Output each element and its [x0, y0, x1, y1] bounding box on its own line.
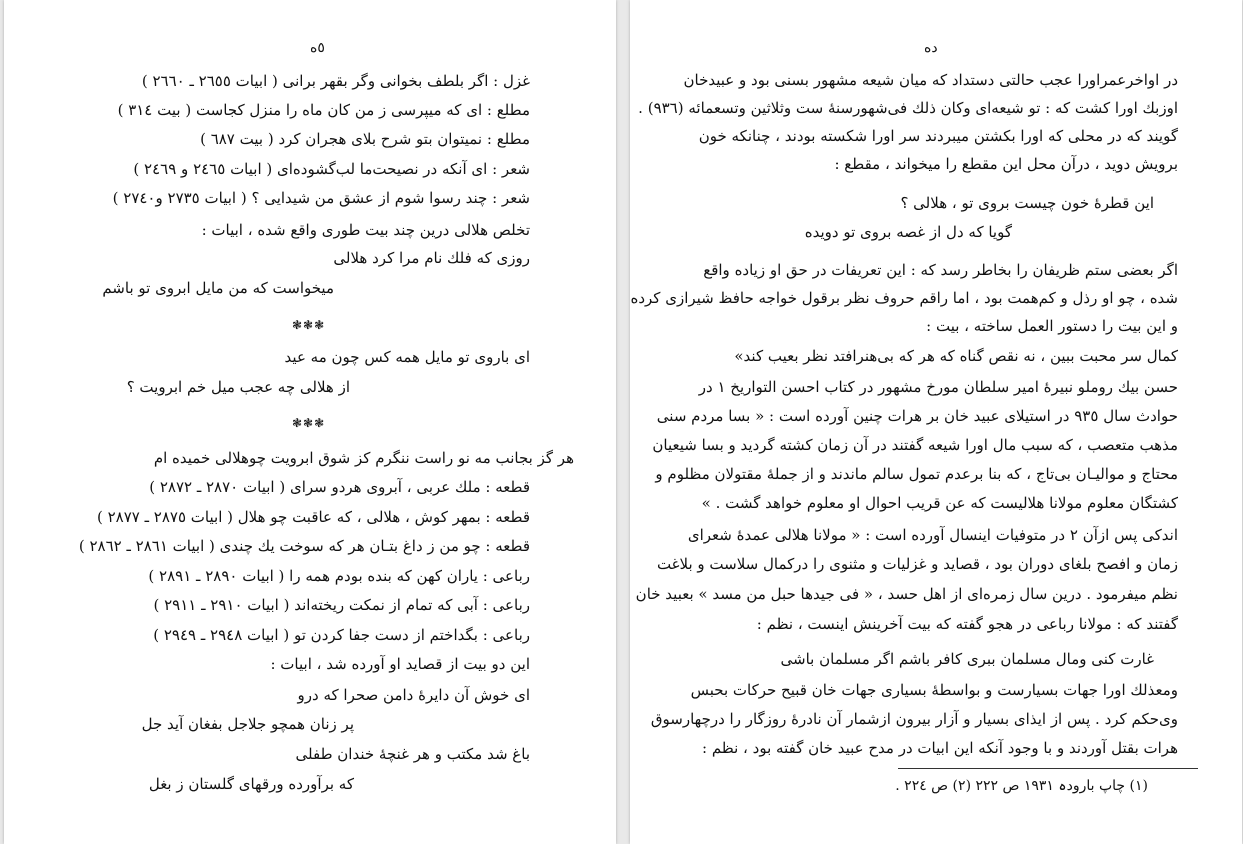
text-line: و این بیت را دستور العمل ساخته ، بیت : — [926, 317, 1178, 335]
text-line: رباعی : بگداختم از دست جفا کردن تو ( ابیات ٢٩٤٨ ـ ٢٩٤٩ ) — [153, 626, 530, 644]
text-line: رباعی : یاران کهن که بنده بودم همه را ( ابیات ٢٨٩٠ ـ ٢٨٩١ ) — [148, 567, 530, 585]
footnote: (١) چاپ بارودہ ١٩٣١ ص ٢٢٢ (٢) ص ٢٢٤ . — [895, 778, 1148, 794]
text-line: قطعه : بمهر کوش ، هلالی ، که عاقبت چو هلال ( ابیات ٢٨٧٥ ـ ٢٨٧٧ ) — [97, 508, 530, 526]
left-page — [4, 0, 616, 844]
verse-line: از هلالی چه عجب میل خم ابرویت ؟ — [126, 378, 350, 396]
text-line: اگر بعضی ستم ظریفان را بخاطر رسد که : این تعریفات در حق او زیاده واقع — [703, 261, 1178, 279]
text-line: زمان و افصح بلغای دوران بود ، قصاید و غزلیات و مثنوی را درکمال سلاست و بلاغت — [656, 555, 1178, 573]
verse-line: روزی که فلك نام مرا کرد هلالی — [333, 249, 530, 267]
text-line: این دو بیت از قصاید او آورده شد ، ابیات : — [270, 655, 530, 673]
verse-line: غارت کنی ومال مسلمان ببری کافر باشم اگر مسلمان باشی — [780, 650, 1154, 668]
text-line: محتاج و موالیـان بی‌تاج ، که بنا برعدم تمول سالم ماندند و از جملهٔ مقتولان مظلوم و — [655, 465, 1178, 483]
page-number: ده — [924, 40, 938, 56]
text-line: هرات بقتل آوردند و با وجود آنکه این ابیات در مدح عبید خان گفته بود ، نظم : — [702, 739, 1178, 757]
text-line: قطعه : ملك عربی ، آبروی هردو سرای ( ابیات ٢٨٧٠ ـ ٢٨٧٢ ) — [149, 478, 530, 496]
text-line: نظم میفرمود . درین سال زمره‌ای از اهل حسد ، « فی جیدها حبل من مسد » بعبید خان — [635, 585, 1178, 603]
text-line: مذهب متعصب ، که سبب مال اورا شیعه گفتند در آن زمان کشته گردید و بسا شیعیان — [652, 436, 1178, 454]
section-divider: ❃❃❃ — [292, 318, 326, 332]
verse-line: که برآورده ورقهای گلستان ز بغل — [148, 775, 354, 793]
section-divider: ❃❃❃ — [292, 416, 326, 430]
text-line: گفتند که : مولانا رباعی در هجو گفته که بیت آخرینش اینست ، نظم : — [756, 615, 1178, 633]
text-line: مطلع : ای که میپرسی ز من کان ماه را منزل کجاست ( بیت ٣١٤ ) — [117, 101, 530, 119]
text-line: غزل : اگر بلطف بخوانی وگر بقهر برانی ( ابیات ٢٦٥٥ ـ ٢٦٦٠ ) — [141, 72, 530, 90]
text-line: مطلع : نمیتوان بتو شرح بلای هجران کرد ( بیت ٦٨٧ ) — [200, 130, 530, 148]
text-line: برویش دوید ، درآن محل این مقطع را میخواند ، مقطع : — [834, 155, 1178, 173]
verse-line: ای خوش آن دایرهٔ دامن صحرا که درو — [297, 686, 530, 704]
text-line: شعر : ای آنکه در نصیحت‌ما لب‌گشوده‌ای ( ابیات ٢٤٦٥ و ٢٤٦٩ ) — [133, 160, 530, 178]
verse-line: ای باروی تو مایل همه کس چون مه عید — [284, 348, 530, 366]
text-line: حوادث سال ٩٣٥ در استیلای عبید خان بر هرات چنین آورده است : « بسا مردم سنی — [656, 407, 1178, 425]
text-line: رباعی : آبی که تمام از نمکت ریخته‌اند ( ابیات ٢٩١٠ ـ ٢٩١١ ) — [153, 596, 530, 614]
verse-line: کمال سر محبت ببین ، نه نقص گناه که هر که بی‌هنرافتد نظر بعیب کند» — [734, 347, 1178, 365]
text-line: تخلص هلالی درین چند بیت طوری واقع شده ، ابیات : — [201, 221, 530, 239]
verse-line: پر زنان همچو جلاجل بفغان آید جل — [141, 715, 354, 733]
text-line: ومعذلك اورا جهات بسیارست و بواسطهٔ بسیاری جهات خان قبیح حرکات بحبس — [690, 681, 1178, 699]
right-page — [630, 0, 1242, 844]
verse-line: میخواست که من مایل ابروی تو باشم — [102, 279, 334, 297]
text-line: شده ، چو او رذل و کم‌همت بود ، اما راقم حروف نظر برقول خواجه حافظ شیرازی کرده — [630, 289, 1178, 307]
verse-line: هر گز بجانب مه نو راست ننگرم کز شوق ابرویت چوهلالی خمیده ام — [153, 449, 574, 467]
verse-line: این قطرهٔ خون چیست بروی تو ، هلالی ؟ — [900, 194, 1154, 212]
text-line: کشتگان معلوم مولانا هلالیست که عن قریب احوال او معلوم خواهد گشت . » — [701, 494, 1178, 512]
page-number: ٥ه — [310, 40, 325, 56]
verse-line: باغ شد مکتب و هر غنچهٔ خندان طفلی — [295, 745, 530, 763]
text-line: قطعه : چو من ز داغ بتـان هر که سوخت یك چندی ( ابیات ٢٨٦١ ـ ٢٨٦٢ ) — [78, 537, 530, 555]
text-line: حسن بیك روملو نبیرهٔ امیر سلطان مورخ مشهور در کتاب احسن التواریخ ١ در — [698, 378, 1178, 396]
text-line: وی‌حکم کرد . پس از ایذای بسیار و آزار بیرون ازشمار آن نادرهٔ روزگار را درچهارسوق — [650, 710, 1178, 728]
text-line: اوزبك اورا کشت که : تو شیعه‌ای وکان ذلك فی‌شهورسنهٔ ست وثلاثین وتسعمائه (٩٣٦) . — [638, 99, 1178, 117]
text-line: اندکی پس ازآن ٢ در متوفیات اینسال آورده است : « مولانا هلالی عمدهٔ شعرای — [687, 526, 1178, 544]
text-line: شعر : چند رسوا شوم از عشق من شیدایی ؟ ( ابیات ٢٧٣٥ و٢٧٤٠ ) — [112, 189, 530, 207]
text-line: در اواخرعمراورا عجب حالتی دستداد که میان شیعه مشهور بسنی بود و عبیدخان — [683, 71, 1178, 89]
verse-line: گویا که دل از غصه بروی تو دویده — [804, 223, 1012, 241]
footnote-rule — [898, 768, 1198, 769]
text-line: گویند که در محلی که اورا بکشتن میبردند سر اورا شکسته بودند ، چنانکه خون — [698, 127, 1178, 145]
